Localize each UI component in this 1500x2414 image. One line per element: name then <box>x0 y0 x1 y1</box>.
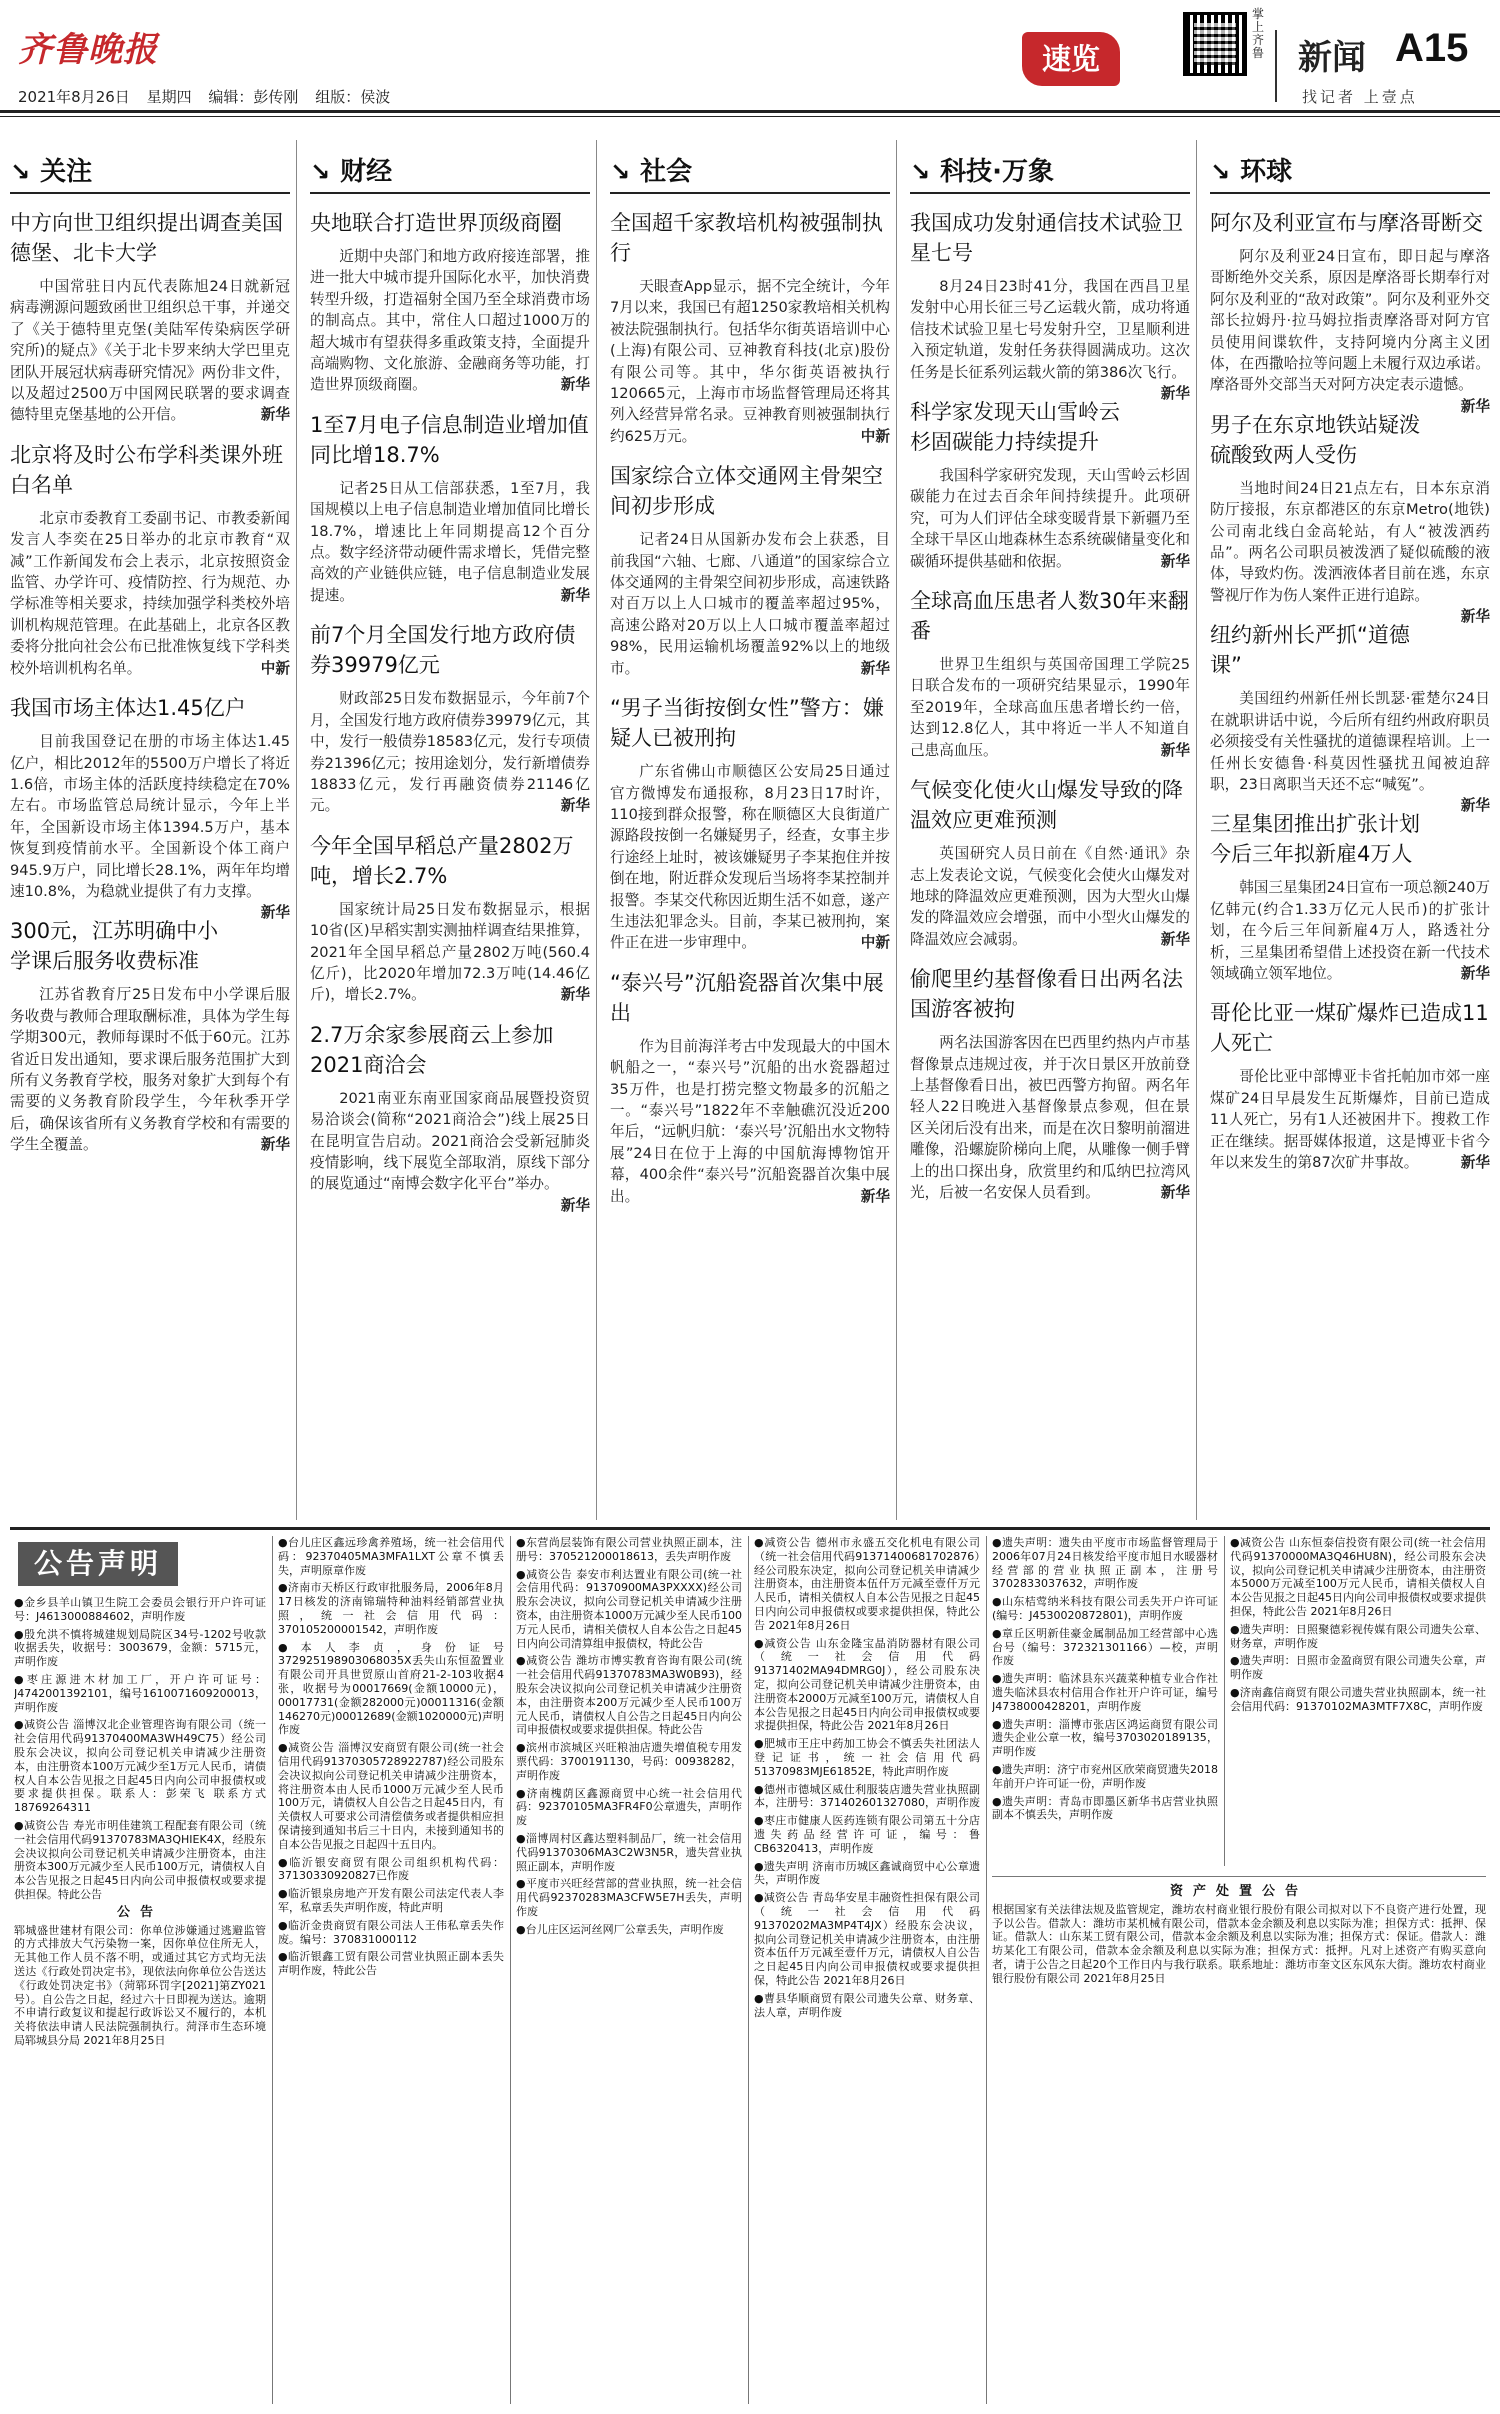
asset-disposal-notice <box>992 1876 1486 2404</box>
article-source: 新华 <box>1160 385 1190 403</box>
article-source: 新华 <box>860 1187 890 1205</box>
article-source: 新华 <box>560 1196 590 1214</box>
notice-item: ●遗失声明：青岛市即墨区新华书店营业执照副本不慎丢失，声明作废 <box>992 1794 1218 1822</box>
notice-item: ●平度市兴旺经营部的营业执照，统一社会信用代码92370283MA3CFW5E7H丢失，声明作废 <box>516 1877 742 1918</box>
qr-label: 掌上齐鲁 <box>1252 7 1265 60</box>
article-source: 新华 <box>1160 930 1190 948</box>
header-rule <box>0 110 1500 113</box>
notice-item: ●遗失声明：临沭县东兴蔬菜种植专业合作社遗失临沭县农村信用合作社开户许可证，编号J4738000428201，声明作废 <box>992 1672 1218 1713</box>
category-label: 关注 <box>40 157 93 187</box>
category-heading <box>910 152 1190 194</box>
article <box>1210 410 1490 626</box>
article-text: 世界卫生组织与英国帝国理工学院25日联合发布的一项研究结果显示，1990年至2019年，全球高血压患者增长约一倍，达到12.8亿人，其中将近一半人不知道自己患高血压。 <box>910 656 1190 759</box>
notice-item: ●减资公告 泰安市利达置业有限公司(统一社会信用代码：91370900MA3PXXXX)经公司股东会决议，拟向公司登记机关申请减少注册资本，由注册资本1000万元减少至人民币100万元人民币，请相关债权人自本公告之日起45日内向公司清算组申报债权，特此公告 <box>516 1567 742 1650</box>
arrow-icon: ↘ <box>610 158 631 186</box>
article <box>1210 809 1490 984</box>
article-title: “男子当街按倒女性”警方：嫌疑人已被刑拘 <box>610 696 884 751</box>
category-label: 环球 <box>1240 157 1293 187</box>
article-source: 新华 <box>1160 741 1190 759</box>
article-body <box>1210 246 1490 415</box>
category-heading <box>310 152 590 194</box>
category-heading <box>10 152 290 194</box>
notice-item: ●减资公告 淄博汉安商贸有限公司(统一社会信用代码91370305728922787)经公司股东会决议拟向公司登记机关申请减少注册资本，将注册资本由人民币1000万元减少至人民币100万元，请债权人自公告之日起45日内，有关债权人可要求公司清偿债务或者提供相应担保请接到通知书后三十日内，未接到通知书的自本公告见报之日起四十五日内。 <box>278 1741 504 1851</box>
article-title: 1至7月电子信息制造业增加值同比增18.7% <box>310 412 589 467</box>
article-text: 8月24日23时41分，我国在西昌卫星发射中心用长征三号乙运载火箭，成功将通信技术试验卫星七号发射升空，卫星顺利进入预定轨道，发射任务获得圆满成功。这次任务是长征系列运载火箭的第386次飞行。 <box>910 278 1190 381</box>
header-rule-thin <box>0 116 1500 117</box>
article-source: 新华 <box>560 986 590 1004</box>
article-text: 财政部25日发布数据显示，今年前7个月，全国发行地方政府债券39979亿元，其中，发行一般债券18583亿元，发行专项债券21396亿元；按用途划分，发行新增债券18833亿元，发行再融资债券21146亿元。 <box>310 690 590 815</box>
notice-item: ●台儿庄区鑫远珍禽养殖场，统一社会信用代码：92370405MA3MFA1LXT公章不慎丢失，声明原章作废 <box>278 1536 504 1577</box>
article <box>10 208 290 426</box>
article <box>910 397 1190 572</box>
article <box>610 968 890 1207</box>
column-society <box>610 152 890 1524</box>
article-body <box>10 508 290 679</box>
notice-item: ●减资公告 潍坊市博实教育咨询有限公司(统一社会信用代码91370783MA3W0B93)，经股东会决议拟向公司登记机关申请减少注册资本，由注册资本200万元减少至人民币100万元人民币，请债权人自公告之日起45日内向公司申报债权或要求提供担保。特此公告 <box>516 1654 742 1737</box>
notice-divider <box>748 1536 749 2404</box>
notice-item: ●临沂银安商贸有限公司组织机构代码：37130330920827已作废 <box>278 1855 504 1883</box>
article-title: 纽约新州长严抓“道德课” <box>1210 623 1410 678</box>
notice-item: ●济南市天桥区行政审批服务局，2006年8月17日核发的济南锦瑞特种油料经销部营业执照，统一社会信用代码：370105200001542，声明作废 <box>278 1581 504 1636</box>
article-text: 天眼查App显示，据不完全统计，今年7月以来，我国已有超1250家教培相关机构被法院强制执行。包括华尔街英语培训中心(上海)有限公司、豆神教育科技(北京)股份有限公司等。其中，华尔街英语被执行120665元，上海市市场监督管理局还将其列入经营异常名录。豆神教育则被强制执行约625万元。 <box>610 278 890 445</box>
article-title: 央地联合打造世界顶级商圈 <box>310 211 562 235</box>
article <box>310 208 590 396</box>
notice-item: ●遗失声明 济南市历城区鑫诚商贸中心公章遗失，声明作废 <box>754 1859 980 1887</box>
article-source: 新华 <box>260 1136 290 1154</box>
article <box>310 831 590 1006</box>
issue-weekday: 星期四 <box>146 88 192 106</box>
notice-item: ●德州市德城区威仕利服装店遗失营业执照副本，注册号：371402601327080，声明作废 <box>754 1782 980 1810</box>
section-name: 新闻 <box>1298 38 1366 78</box>
article-text: 2021南亚东南亚国家商品展暨投资贸易洽谈会(简称“2021商洽会”)线上展25日在昆明宣告启动。2021商洽会受新冠肺炎疫情影响，线下展览全部取消，原线下部分的展览通过“南博会数字化平台”举办。 <box>310 1089 590 1193</box>
article-body <box>10 731 290 922</box>
column-finance <box>310 152 590 1524</box>
notices-title: 公告声明 <box>18 1542 178 1586</box>
qr-code-icon <box>1183 12 1247 76</box>
article-title: 前7个月全国发行地方政府债券39979亿元 <box>310 623 576 678</box>
notice-item: ●枣庄市健康人医药连锁有限公司第五十分店遗失药品经营许可证，编号：鲁CB6320413，声明作废 <box>754 1814 980 1855</box>
notice-item: ●金乡县羊山镇卫生院工会委员会银行开户许可证号：J4613000884602，声明作废 <box>14 1596 266 1623</box>
article-text: 作为目前海洋考古中发现最大的中国木帆船之一，“泰兴号”沉船的出水瓷器超过35万件，也是打捞完整文物最多的沉船之一。“泰兴号”1822年不幸触礁沉没近200年后，“远帆归航：‘泰兴号’沉船出水文物特展”24日在位于上海的中国航海博物馆开幕，400余件“泰兴号”沉船瓷器首次集中展出。 <box>610 1037 890 1205</box>
category-heading <box>1210 152 1490 194</box>
notice-item: ●曹县华顺商贸有限公司遗失公章、财务章、法人章，声明作废 <box>754 1991 980 2019</box>
category-heading <box>610 152 890 194</box>
article <box>10 440 290 679</box>
notice-item: ●临沂金贵商贸有限公司法人王伟私章丢失作废。编号：370831000112 <box>278 1918 504 1946</box>
notice-item: ●淄博周村区鑫达塑料制品厂，统一社会信用代码91370306MA3C2W3N5R，遗失营业执照正副本，声明作废 <box>516 1831 742 1873</box>
article-text: 两名法国游客因在巴西里约热内卢市基督像景点违规过夜，并于次日景区开放前登上基督像看日出，被巴西警方拘留。两名年轻人22日晚进入基督像景点参观，但在景区关闭后没有出来，而是在次日黎明前溜进雕像，沿螺旋阶梯向上爬，从雕像一侧手臂上的出口探出身，欣赏里约和瓜纳巴拉湾风光，后被一名安保人员看到。 <box>910 1034 1190 1201</box>
article-source: 新华 <box>1460 397 1490 415</box>
article-text: 中国常驻日内瓦代表陈旭24日就新冠病毒溯源问题致函世卫组织总干事，并递交了《关于德特里克堡(美陆军传染病医学研究所)的疑点》《关于北卡罗来纳大学巴里克团队开展冠状病毒研究情况》两份非文件，以及超过2500万中国网民联署的要求调查德特里克堡基地的公开信。 <box>10 278 290 424</box>
page-header <box>0 0 1500 112</box>
article <box>910 775 1190 950</box>
article-title: 我国市场主体达1.45亿户 <box>10 696 246 721</box>
article-source: 中新 <box>860 934 890 952</box>
article-text: 哥伦比亚中部博亚卡省托帕加市郊一座煤矿24日早晨发生瓦斯爆炸，目前已造成11人死亡，另有1人还被困井下。搜救工作正在继续。据哥媒体报道，这是博亚卡省今年以来发生的第87次矿井事故。 <box>1210 1068 1490 1171</box>
category-label: 社会 <box>640 157 693 187</box>
article-body <box>610 276 890 447</box>
article-title: 男子在东京地铁站疑泼硫酸致两人受伤 <box>1210 412 1420 467</box>
article-body <box>10 984 290 1155</box>
article <box>310 620 590 816</box>
notice-item: ●临沂银泉房地产开发有限公司法定代表人李军，私章丢失声明作废，特此声明 <box>278 1887 504 1914</box>
notice-item: ●遗失声明：遗失由平度市市场监督管理局于2006年07月24日核发给平度市旭日水暖器材经营部的营业执照正副本，注册号3702833037632，声明作废 <box>992 1536 1218 1591</box>
column-focus <box>10 152 290 1524</box>
article-source: 新华 <box>1460 1153 1490 1171</box>
article-body <box>910 276 1190 403</box>
article-title: 阿尔及利亚宣布与摩洛哥断交 <box>1210 211 1483 235</box>
article <box>1210 620 1490 815</box>
column-divider <box>896 140 897 1520</box>
article-text: 韩国三星集团24日宣布一项总额240万亿韩元(约合1.33万亿元人民币)的扩张计划，在今后三年间新雇4万人，路透社分析，三星集团希望借上述投资在新一代技术领域确立领军地位。 <box>1210 879 1490 982</box>
article-title: 今年全国早稻总产量2802万吨，增长2.7% <box>310 833 574 888</box>
notice-item: ●台儿庄区运河丝网厂公章丢失，声明作废 <box>516 1922 724 1936</box>
article-title: 三星集团推出扩张计划今后三年拟新雇4万人 <box>1210 812 1420 867</box>
arrow-icon: ↘ <box>10 158 31 186</box>
article-title: 科学家发现天山雪岭云杉固碳能力持续提升 <box>910 400 1120 455</box>
notice-item: ●减资公告 寿光市明佳建筑工程配套有限公司（统一社会信用代码91370783MA3QHIEK4X，经股东会决议拟向公司登记机关申请减少注册资本，由注册资本300万元减少至人民币100万元，请债权人自本公告见报之日起45日内向公司申报债权或要求提供担保。特此公告 <box>14 1818 266 1901</box>
article-title: 偷爬里约基督像看日出两名法国游客被拘 <box>910 967 1183 1022</box>
editor-name: 编辑：彭传刚 <box>208 88 299 106</box>
article <box>1210 208 1490 415</box>
notice-body: 郓城盛世建材有限公司：你单位涉嫌通过逃避监管的方式排放大气污染物一案，因你单位住所无人，无其他工作人员不落不明，或通过其它方式均无法送达《行政处罚决定书》，现依法向你单位公告送达《行政处罚决定书》（菏郓环罚字[2021]第ZY021号）。自公告之日起，经过六十日即视为送达。逾期不申请行政复议和提起行政诉讼又不履行的，本机关将依法申请人民法院强制执行。菏泽市生态环境局郓城县分局 2021年8月25日 <box>14 1923 266 2047</box>
article <box>310 1020 590 1214</box>
article-body <box>1210 1066 1490 1173</box>
notice-item: ●遗失声明：淄博市张店区鸿运商贸有限公司遗失企业公章一枚，编号3703020189135，声明作废 <box>992 1717 1218 1759</box>
article-text: 阿尔及利亚24日宣布，即日起与摩洛哥断绝外交关系，原因是摩洛哥长期奉行对阿尔及利亚的“敌对政策”。阿尔及利亚外交部长拉姆丹·拉马姆拉指责摩洛哥对阿方官员使用间谍软件，支持阿境内分离主义团体，在西撒哈拉等问题上未履行双边承诺。摩洛哥外交部当天对阿方决定表示遗憾。 <box>1210 248 1490 394</box>
article-source: 新华 <box>560 586 590 604</box>
article-title: 国家综合立体交通网主骨架空间初步形成 <box>610 464 883 519</box>
notice-item: ●减资公告 山东恒泰信投资有限公司(统一社会信用代码91370000MA3Q46HU8N)，经公司股东会决议，拟向公司登记机关申请减少注册资本，由注册资本5000万元减至100万元人民币，请相关债权人自本公告见报之日起45日内向公司申报债权或要求提供担保，特此公告 2021年8月26日 <box>1230 1536 1486 1618</box>
article-title: 300元，江苏明确中小学课后服务收费标准 <box>10 919 219 974</box>
article-body <box>1210 877 1490 984</box>
notice-divider <box>272 1536 273 2404</box>
article-body <box>10 276 290 426</box>
notice-item: ●肥城市王庄中药加工协会不慎丢失社团法人登记证书，统一社会信用代码51370983MJE61852E，特此声明作废 <box>754 1737 980 1778</box>
notice-item: ●济南槐荫区鑫源商贸中心统一社会信用代码：92370105MA3FR4F0公章遗失，声明作废 <box>516 1786 742 1828</box>
article-body <box>310 478 590 606</box>
article <box>10 916 290 1155</box>
article-source: 新华 <box>860 659 890 677</box>
article <box>910 208 1190 403</box>
notice-item: ●枣庄源进木材加工厂，开户许可证号：J4742001392101，编号1610071609200013，声明作废 <box>14 1672 266 1714</box>
article-body <box>910 843 1190 950</box>
article <box>910 586 1190 761</box>
notice-item: ●山东桔莺纳米科技有限公司丢失开户许可证(编号：J4530020872801)，声明作废 <box>992 1595 1218 1622</box>
issue-info <box>18 86 402 107</box>
header-divider <box>1275 30 1277 102</box>
notice-divider <box>510 1536 511 2404</box>
notice-item: ●减资公告 山东金隆宝晶消防器材有限公司（统一社会信用代码91371402MA94DMRG0J），经公司股东决定，拟向公司登记机关申请减少注册资本，由注册资本2000万元减至100万元，请债权人自本公告见报之日起45日内向公司申报债权或要求提供担保，特此公告 2021年8月26日 <box>754 1636 980 1733</box>
article-title: 中方向世卫组织提出调查美国德堡、北卡大学 <box>10 211 283 265</box>
article-source: 新华 <box>260 406 290 424</box>
article-source: 新华 <box>260 904 290 922</box>
article <box>610 461 890 679</box>
notice-divider <box>1224 1536 1225 1866</box>
article-text: 当地时间24日21点左右，日本东京消防厅接报，东京都港区的东京Metro(地铁)公司南北线白金高轮站，有人“被泼洒药品”。两名公司职员被泼洒了疑似硫酸的液体，导致灼伤。泼洒液体者目前在逃，东京警视厅作为伤人案件正进行追踪。 <box>1210 479 1490 604</box>
notice-item: ●本人李贞，身份证号372925198903068035X丢失山东恒盈置业有限公司开具世贸原山首府21-2-103收据4张，收据号为00017669(金额10000元)，00017731(金额282000元)00011316(金额146270元)00012689(金额1020000元)声明作废 <box>278 1640 504 1737</box>
article-body <box>610 761 890 954</box>
notice-item: ●临沂银鑫工贸有限公司营业执照正副本丢失声明作废，特此公告 <box>278 1950 504 1978</box>
newspaper-logo: 齐鲁晚报 <box>18 30 158 70</box>
column-divider <box>1196 140 1197 1520</box>
article-source: 新华 <box>1160 552 1190 570</box>
article-source: 新华 <box>1460 797 1490 815</box>
article-source: 新华 <box>1460 964 1490 982</box>
article-text: 近期中央部门和地方政府接连部署，推进一批大中城市提升国际化水平，加快消费转型升级，打造福射全国乃至全球消费市场的制高点。其中，常住人口超过1000万的超大城市有望获得多重政策支持，全面提升高端购物、文化旅游、金融商务等功能，打造世界顶级商圈。 <box>310 248 590 394</box>
article-text: 广东省佛山市顺德区公安局25日通过官方微博发布通报称，8月23日17时许，110接到群众报警，称在顺德区大良街道广源路段按倒一名嫌疑男子，经查，女事主步行途经上址时，被该嫌疑男子李某抱住并按倒在地，附近群众发现后当场将李某控制并报警。李某交代称因近期生活不如意，遂产生违法犯罪念头。目前，李某已被刑拘，案件正在进一步审理中。 <box>610 763 890 952</box>
news-columns <box>10 152 1490 1524</box>
article-title: 我国成功发射通信技术试验卫星七号 <box>910 211 1183 265</box>
article-body <box>910 465 1190 572</box>
article-body <box>310 246 590 396</box>
issue-date: 2021年8月26日 <box>18 88 130 106</box>
article-title: 全国超千家教培机构被强制执行 <box>610 211 883 265</box>
article-text: 江苏省教育厅25日发布中小学课后服务收费与教师合理取酬标准，具体为学生每学期300元，教师每课时不低于60元。江苏省近日发出通知，要求课后服务范围扩大到所有义务教育学校，服务对象扩大到每个有需要的义务教育阶段学生，今年秋季开学后，确保该省所有义务教育学校和有需要的学生全覆盖。 <box>10 986 290 1154</box>
column-divider <box>296 140 297 1520</box>
article <box>310 410 590 606</box>
notice-column-6 <box>1230 1536 1486 1866</box>
notice-item: ●济南鑫信商贸有限公司遗失营业执照副本，统一社会信用代码：91370102MA3MTF7X8C，声明作废 <box>1230 1685 1486 1713</box>
column-divider <box>596 140 597 1520</box>
article-body <box>310 1088 590 1214</box>
article-text: 国家统计局25日发布数据显示，根据10省(区)早稻实割实测抽样调查结果推算，2021年全国早稻总产量2802万吨(560.4亿斤)，比2020年增加72.3万吨(14.46亿斤)，增长2.7%。 <box>310 900 590 1004</box>
notice-heading: 公告 <box>116 1904 163 1920</box>
article-source: 中新 <box>260 659 290 677</box>
notice-item: ●减资公告 淄博汉北企业管理咨询有限公司（统一社会信用代码91370400MA3WH49C75）经公司股东会决议，拟向公司登记机关申请减少注册资本，由注册资本100万元减少至1万元人民币，请债权人自本公告见报之日起45日内向公司申报债权或要求提供担保。联系人：彭荣飞 联系方式18769264311 <box>14 1718 266 1815</box>
column-tech <box>910 152 1190 1524</box>
article-body <box>610 529 890 679</box>
article-text: 北京市委教育工委副书记、市教委新闻发言人李奕在25日举办的北京市教育“双减”工作新闻发布会上表示，北京按照资金监管、办学许可、疫情防控、行为规范、办学标准等相关要求，持续加强学科类校外培训机构规范管理。在此基础上，北京各区教委将分批向社会公布已批准恢复线下学科类校外培训机构名单。 <box>10 509 290 677</box>
category-label: 科技·万象 <box>940 157 1054 187</box>
article-body <box>610 1036 890 1207</box>
notice-column-4 <box>754 1536 980 2404</box>
notice-column-3 <box>516 1536 742 2404</box>
article-text: 英国研究人员日前在《自然·通讯》杂志上发表论文说，气候变化会使火山爆发对地球的降温效应更难预测，因为大型火山爆发的降温效应会增强，而中小型火山爆发的降温效应会减弱。 <box>910 845 1190 948</box>
notice-item: ●遗失声明：济宁市兖州区欣荣商贸遗失2018年前开户许可证一份，声明作废 <box>992 1762 1218 1790</box>
notice-item: ●滨州市滨城区兴旺粮油店遗失增值税专用发票代码：3700191130，号码：00938282，声明作废 <box>516 1741 742 1782</box>
notices-section <box>10 1527 1490 2407</box>
notice-item: ●殷允洪不慎将城建规划局院区34号-1202号收款收据丢失，收据号：3003679，金额：5715元，声明作废 <box>14 1627 266 1669</box>
article-text: 目前我国登记在册的市场主体达1.45亿户，相比2012年的5500万户增长了将近1.6倍，市场主体的活跃度持续稳定在70%左右。市场监管总局统计显示，今年上半年，全国新设市场主体1394.5万户，基本恢复到疫情前水平。全国新设个体工商户945.9万户，同比增长28.1%，两年年均增速10.8%，为稳就业提供了有力支撑。 <box>10 733 290 900</box>
article-body <box>910 1032 1190 1203</box>
column-world <box>1210 152 1490 1524</box>
arrow-icon: ↘ <box>310 158 331 186</box>
article-source: 中新 <box>860 427 890 445</box>
article-body <box>310 899 590 1006</box>
notice-column-5 <box>992 1536 1218 1866</box>
article-title: “泰兴号”沉船瓷器首次集中展出 <box>610 970 884 1025</box>
arrow-icon: ↘ <box>1210 158 1231 186</box>
article-body <box>310 688 590 816</box>
article-title: 哥伦比亚一煤矿爆炸已造成11人死亡 <box>1210 1001 1489 1056</box>
article-body <box>1210 688 1490 815</box>
article <box>610 693 890 954</box>
page-number: A15 <box>1395 26 1469 70</box>
layout-editor: 组版：侯波 <box>315 88 391 106</box>
article-title: 2.7万余家参展商云上参加2021商洽会 <box>310 1022 554 1077</box>
article-title: 北京将及时公布学科类课外班白名单 <box>10 442 283 497</box>
notice-item: ●东营尚层装饰有限公司营业执照正副本，注册号：370521200018613，丢失声明作废 <box>516 1536 742 1563</box>
article-text: 记者25日从工信部获悉，1至7月，我国规模以上电子信息制造业增加值同比增长18.7%，增速比上年同期提高12个百分点。数字经济带动硬件需求增长，凭借完整高效的产业链供应链，电子信息制造业发展提速。 <box>310 479 590 604</box>
article <box>910 964 1190 1203</box>
category-label: 财经 <box>340 157 393 187</box>
article <box>10 693 290 922</box>
article-body <box>1210 478 1490 626</box>
arrow-icon: ↘ <box>910 158 931 186</box>
article-text: 我国科学家研究发现，天山雪岭云杉固碳能力在过去百余年间持续提升。此项研究，可为人们评估全球变暖背景下新疆乃至全球干旱区山地森林生态系统碳储量变化和碳循环提供基础和依据。 <box>910 467 1190 570</box>
article-text: 记者24日从国新办发布会上获悉，目前我国“六轴、七廊、八通道”的国家综合立体交通网的主骨架空间初步形成，高速铁路对百万以上人口城市的覆盖率超过95%，高速公路对20万以上人口城市覆盖率超过98%，民用运输机场覆盖92%以上的地级市。 <box>610 531 890 677</box>
article-source: 新华 <box>1460 608 1490 626</box>
article <box>610 208 890 447</box>
article <box>1210 998 1490 1173</box>
article-title: 全球高血压患者人数30年来翻番 <box>910 589 1189 644</box>
article-source: 新华 <box>560 376 590 394</box>
asset-notice-body: 根据国家有关法律法规及监管规定，潍坊农村商业银行股份有限公司拟对以下不良资产进行处置，现予以公告。借款人：潍坊市某机械有限公司，借款本金余额及利息以实际为准；担保方式：抵押、保证。借款人：山东某工贸有限公司，借款本金余额及利息以实际为准；担保方式：保证。借款人：潍坊某化工有限公司，借款本金余额及利息以实际为准；担保方式：抵押。凡对上述资产有购买意向者，请于公告之日起20个工作日内与我行联系。联系地址：潍坊市奎文区东风东大街。潍坊农村商业银行股份有限公司 2021年8月25日 <box>992 1902 1486 1985</box>
asset-notice-heading: 资产处置公告 <box>1169 1884 1308 1899</box>
notice-item: ●章丘区明新佳豪金属制品加工经营部中心选台号（编号：372321301166）—校，声明作废 <box>992 1626 1218 1668</box>
notice-item: ●减资公告 德州市永盛五交化机电有限公司（统一社会信用代码91371400681702876）经公司股东决定，拟向公司登记机关申请减少注册资本，由注册资本伍仟万元减至壹仟万元人民币，请相关债权人自本公告见报之日起45日内向公司申报债权或要求提供担保，特此公告 2021年8月26日 <box>754 1536 980 1632</box>
notice-item: ●减资公告 青岛华安星丰融资性担保有限公司（统一社会信用代码91370202MA3MP4T4JX）经股东会决议，拟向公司登记机关申请减少注册资本，由注册资本伍仟万元减至壹仟万元，请债权人自公告之日起45日内向公司申报债权或要求提供担保，特此公告 2021年8月26日 <box>754 1891 980 1987</box>
notice-item: ●遗失声明：日照市金盈商贸有限公司遗失公章，声明作废 <box>1230 1654 1486 1682</box>
article-text: 美国纽约州新任州长凯瑟·霍楚尔24日在就职讲话中说，今后所有纽约州政府职员必须接受有关性骚扰的道德课程培训。上一任州长安德鲁·科莫因性骚扰丑闻被迫辞职，23日离职当天还不忘“喊冤”。 <box>1210 690 1490 793</box>
article-title: 气候变化使火山爆发导致的降温效应更难预测 <box>910 778 1183 833</box>
notice-column-2 <box>278 1536 504 2404</box>
express-badge: 速览 <box>1022 32 1120 86</box>
article-source: 新华 <box>560 797 590 815</box>
notice-divider <box>986 1536 987 2404</box>
article-body <box>910 654 1190 761</box>
notice-item: ●遗失声明：日照聚德彩视传媒有限公司遗失公章、财务章，声明作废 <box>1230 1622 1486 1650</box>
reporter-hotline: 找记者 上壹点 <box>1302 88 1418 106</box>
notice-column-1 <box>14 1596 266 2402</box>
article-source: 新华 <box>1160 1183 1190 1201</box>
